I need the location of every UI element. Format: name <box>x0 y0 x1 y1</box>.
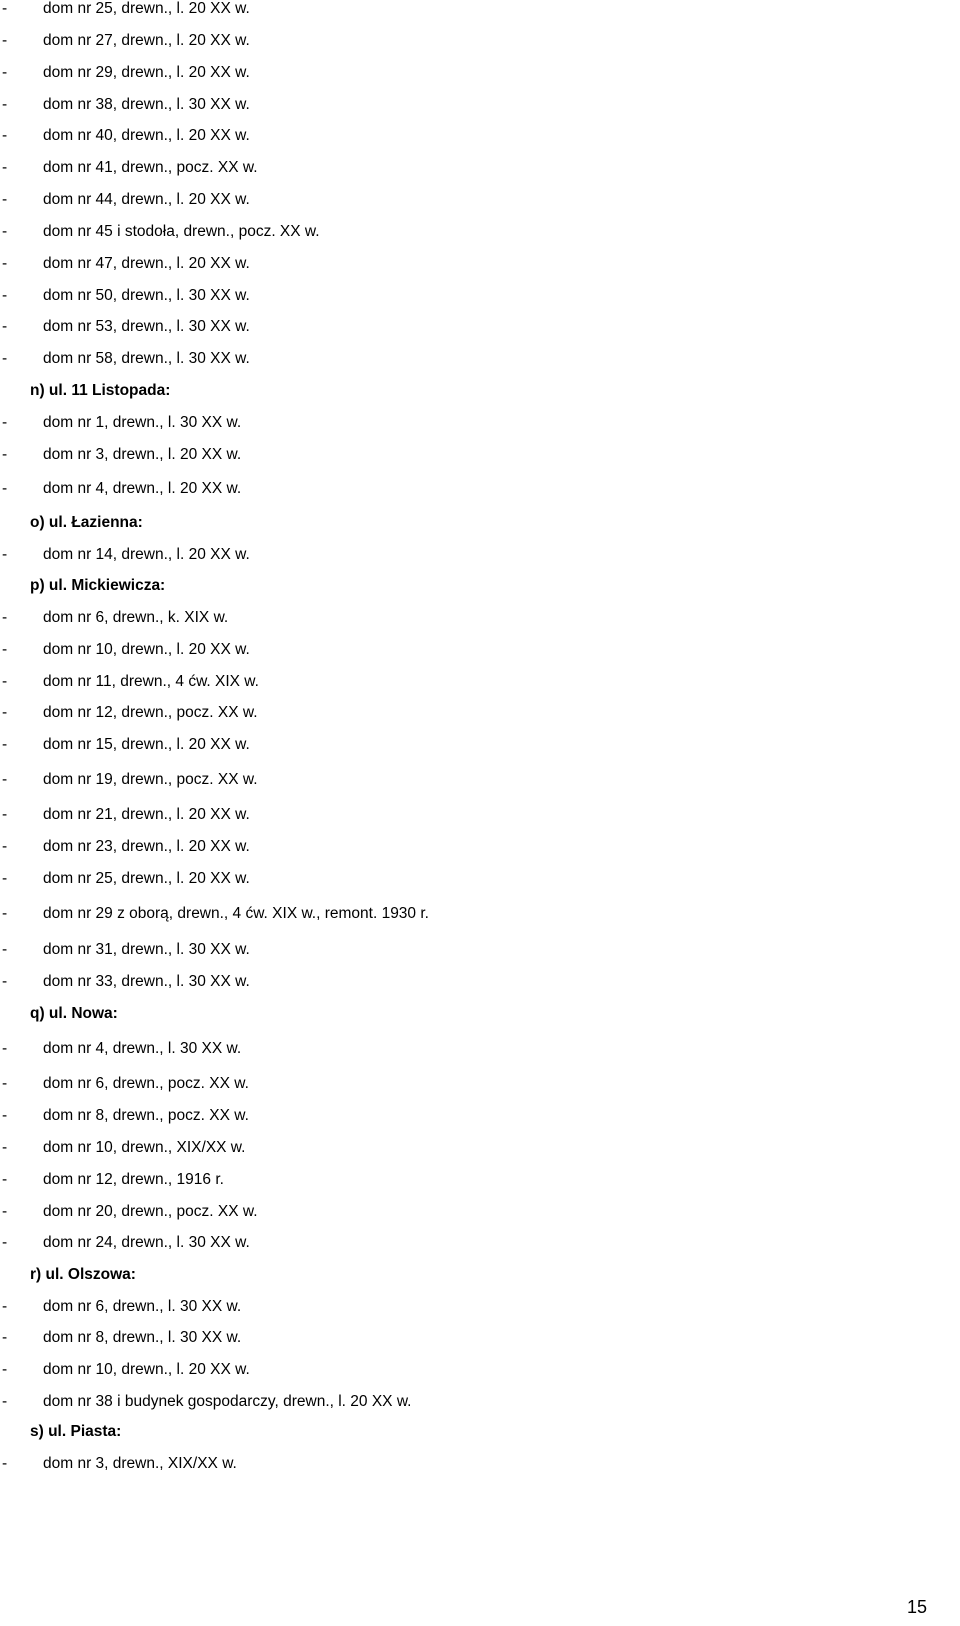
list-item-text: dom nr 3, drewn., XIX/XX w. <box>43 1455 237 1472</box>
list-dash: - <box>2 446 8 463</box>
list-item-text: dom nr 12, drewn., pocz. XX w. <box>43 704 258 721</box>
list-dash: - <box>2 1040 8 1057</box>
list-dash: - <box>2 287 8 304</box>
list-item-text: dom nr 3, drewn., l. 20 XX w. <box>43 446 242 463</box>
list-item-text: dom nr 40, drewn., l. 20 XX w. <box>43 127 250 144</box>
section-heading: q) ul. Nowa: <box>30 1005 118 1022</box>
list-item-text: dom nr 25, drewn., l. 20 XX w. <box>43 0 250 17</box>
list-dash: - <box>2 905 8 922</box>
list-dash: - <box>2 641 8 658</box>
list-dash: - <box>2 1075 8 1092</box>
list-dash: - <box>2 1203 8 1220</box>
list-item-text: dom nr 41, drewn., pocz. XX w. <box>43 159 258 176</box>
list-item-text: dom nr 10, drewn., l. 20 XX w. <box>43 641 250 658</box>
list-dash: - <box>2 736 8 753</box>
section-heading: n) ul. 11 Listopada: <box>30 382 171 399</box>
list-dash: - <box>2 609 8 626</box>
list-dash: - <box>2 32 8 49</box>
list-dash: - <box>2 1298 8 1315</box>
list-dash: - <box>2 1393 8 1410</box>
list-dash: - <box>2 223 8 240</box>
list-dash: - <box>2 546 8 563</box>
section-heading: o) ul. Łazienna: <box>30 514 143 531</box>
list-dash: - <box>2 806 8 823</box>
list-item-text: dom nr 50, drewn., l. 30 XX w. <box>43 287 250 304</box>
list-item-text: dom nr 29 z oborą, drewn., 4 ćw. XIX w., remont. 1930 r. <box>43 905 429 922</box>
list-dash: - <box>2 870 8 887</box>
list-item-text: dom nr 53, drewn., l. 30 XX w. <box>43 318 250 335</box>
list-dash: - <box>2 838 8 855</box>
list-item-text: dom nr 10, drewn., XIX/XX w. <box>43 1139 246 1156</box>
list-dash: - <box>2 673 8 690</box>
list-item-text: dom nr 20, drewn., pocz. XX w. <box>43 1203 258 1220</box>
list-item-text: dom nr 8, drewn., l. 30 XX w. <box>43 1329 242 1346</box>
list-dash: - <box>2 255 8 272</box>
list-item-text: dom nr 12, drewn., 1916 r. <box>43 1171 224 1188</box>
list-item-text: dom nr 58, drewn., l. 30 XX w. <box>43 350 250 367</box>
list-dash: - <box>2 414 8 431</box>
section-heading: r) ul. Olszowa: <box>30 1266 136 1283</box>
list-item-text: dom nr 6, drewn., pocz. XX w. <box>43 1075 249 1092</box>
list-dash: - <box>2 941 8 958</box>
list-dash: - <box>2 704 8 721</box>
list-dash: - <box>2 64 8 81</box>
section-heading: s) ul. Piasta: <box>30 1423 122 1440</box>
list-dash: - <box>2 191 8 208</box>
list-item-text: dom nr 21, drewn., l. 20 XX w. <box>43 806 250 823</box>
list-dash: - <box>2 973 8 990</box>
list-item-text: dom nr 31, drewn., l. 30 XX w. <box>43 941 250 958</box>
list-item-text: dom nr 45 i stodoła, drewn., pocz. XX w. <box>43 223 320 240</box>
list-dash: - <box>2 127 8 144</box>
list-dash: - <box>2 1139 8 1156</box>
list-dash: - <box>2 318 8 335</box>
list-item-text: dom nr 4, drewn., l. 20 XX w. <box>43 480 242 497</box>
list-dash: - <box>2 1234 8 1251</box>
list-item-text: dom nr 14, drewn., l. 20 XX w. <box>43 546 250 563</box>
list-item-text: dom nr 29, drewn., l. 20 XX w. <box>43 64 250 81</box>
list-dash: - <box>2 96 8 113</box>
list-item-text: dom nr 27, drewn., l. 20 XX w. <box>43 32 250 49</box>
list-dash: - <box>2 1455 8 1472</box>
list-item-text: dom nr 6, drewn., k. XIX w. <box>43 609 229 626</box>
list-dash: - <box>2 1329 8 1346</box>
list-item-text: dom nr 44, drewn., l. 20 XX w. <box>43 191 250 208</box>
section-heading: p) ul. Mickiewicza: <box>30 577 166 594</box>
list-item-text: dom nr 1, drewn., l. 30 XX w. <box>43 414 242 431</box>
list-item-text: dom nr 38 i budynek gospodarczy, drewn., l. 20 XX w. <box>43 1393 412 1410</box>
list-dash: - <box>2 1361 8 1378</box>
page-number: 15 <box>907 1597 928 1617</box>
list-dash: - <box>2 1107 8 1124</box>
list-item-text: dom nr 6, drewn., l. 30 XX w. <box>43 1298 242 1315</box>
list-item-text: dom nr 33, drewn., l. 30 XX w. <box>43 973 250 990</box>
list-dash: - <box>2 0 8 17</box>
list-item-text: dom nr 10, drewn., l. 20 XX w. <box>43 1361 250 1378</box>
list-dash: - <box>2 771 8 788</box>
list-item-text: dom nr 15, drewn., l. 20 XX w. <box>43 736 250 753</box>
list-item-text: dom nr 25, drewn., l. 20 XX w. <box>43 870 250 887</box>
list-item-text: dom nr 24, drewn., l. 30 XX w. <box>43 1234 250 1251</box>
list-dash: - <box>2 350 8 367</box>
list-item-text: dom nr 8, drewn., pocz. XX w. <box>43 1107 249 1124</box>
list-item-text: dom nr 4, drewn., l. 30 XX w. <box>43 1040 242 1057</box>
list-item-text: dom nr 47, drewn., l. 20 XX w. <box>43 255 250 272</box>
list-dash: - <box>2 1171 8 1188</box>
list-item-text: dom nr 23, drewn., l. 20 XX w. <box>43 838 250 855</box>
list-dash: - <box>2 159 8 176</box>
list-item-text: dom nr 11, drewn., 4 ćw. XIX w. <box>43 673 259 690</box>
list-dash: - <box>2 480 8 497</box>
list-item-text: dom nr 19, drewn., pocz. XX w. <box>43 771 258 788</box>
list-item-text: dom nr 38, drewn., l. 30 XX w. <box>43 96 250 113</box>
